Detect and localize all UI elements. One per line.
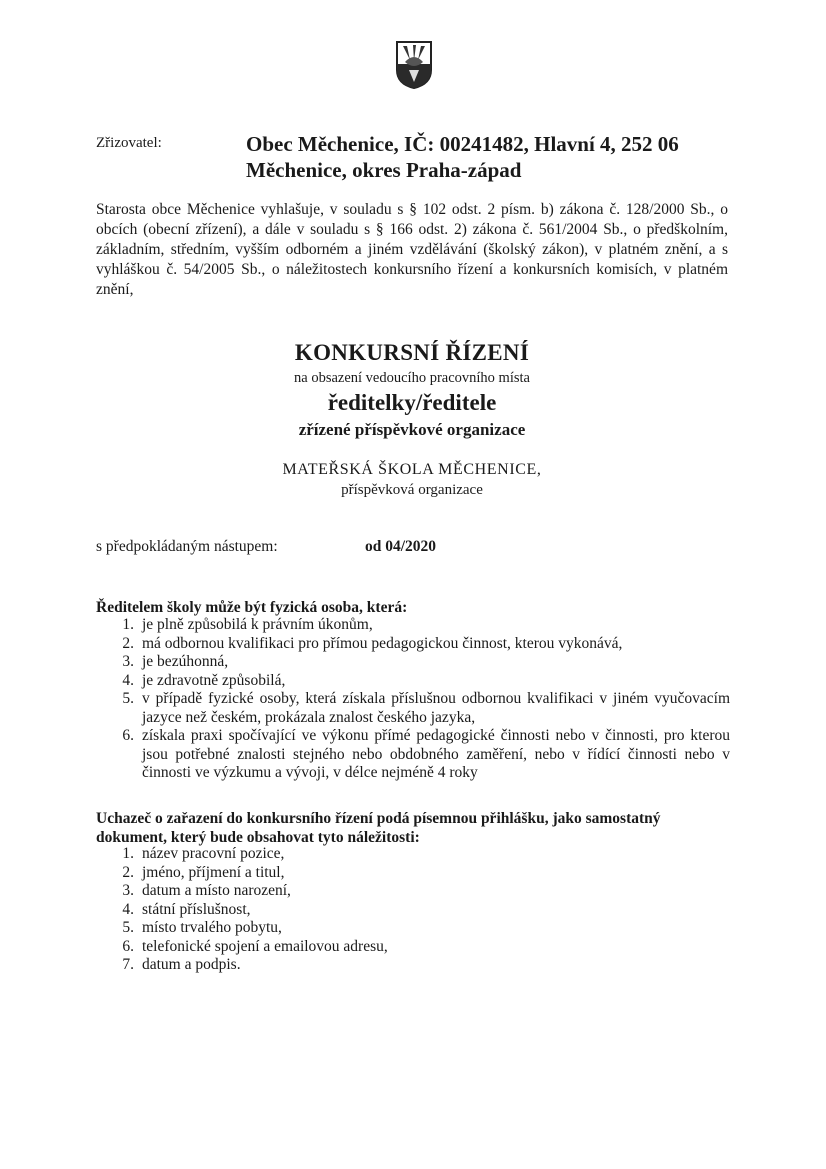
founder-name	[246, 131, 766, 183]
list-item	[110, 901, 730, 920]
list-number: 3.	[122, 653, 134, 670]
list-item	[110, 919, 730, 938]
list-number: 5.	[122, 919, 134, 936]
list-text: získala praxi spočívající ve výkonu přímé pedagogické činnosti nebo v činnosti, pro kterou jsou potřebné znalosti stejného nebo obdobného zaměření, nebo v řídící činnosti nebo v činnosti ve výzkumu a vývoji, v délce nejméně 4 roky	[142, 727, 730, 781]
list-number: 1.	[122, 845, 134, 862]
requirements-heading: Ředitelem školy může být fyzická osoba, která:	[96, 599, 408, 616]
list-item	[110, 653, 730, 672]
list-item	[110, 690, 730, 727]
list-number: 4.	[122, 900, 134, 918]
list-number: 6.	[122, 937, 134, 955]
list-text: telefonické spojení a emailovou adresu,	[142, 937, 388, 955]
list-text: je bezúhonná,	[142, 653, 229, 670]
list-number: 2.	[122, 863, 134, 881]
list-number: 1.	[122, 616, 134, 633]
list-number: 3.	[122, 882, 134, 899]
list-text: místo trvalého pobytu,	[142, 919, 282, 936]
title-subtitle: na obsazení vedoucího pracovního místa	[294, 370, 530, 386]
list-text: má odbornou kvalifikaci pro přímou pedagogickou činnost, kterou vykonává,	[142, 634, 623, 652]
list-item	[110, 672, 730, 691]
requirements-list	[110, 616, 730, 783]
school-subtitle: příspěvková organizace	[341, 482, 483, 498]
list-number: 6.	[122, 727, 134, 744]
list-number: 7.	[122, 956, 134, 973]
founder-line-2: Měchenice, okres Praha-západ	[246, 158, 522, 182]
start-date-value: od 04/2020	[365, 538, 437, 555]
list-text: je plně způsobilá k právním úkonům,	[142, 616, 373, 633]
list-text: státní příslušnost,	[142, 900, 251, 918]
founder-label: Zřizovatel:	[96, 135, 162, 151]
list-item	[110, 635, 730, 654]
position-title: ředitelky/ředitele	[327, 390, 497, 415]
list-text: název pracovní pozice,	[142, 845, 285, 862]
organization-type: zřízené příspěvkové organizace	[298, 420, 526, 439]
list-item	[110, 882, 730, 901]
document-title: KONKURSNÍ ŘÍZENÍ	[294, 340, 530, 365]
application-list	[110, 845, 730, 975]
list-text: datum a místo narození,	[142, 882, 291, 899]
list-text: je zdravotně způsobilá,	[142, 671, 286, 689]
school-name: MATEŘSKÁ ŠKOLA MĚCHENICE,	[282, 461, 542, 478]
list-text: datum a podpis.	[142, 956, 241, 973]
municipal-coat-of-arms-icon	[395, 40, 433, 90]
intro-paragraph: Starosta obce Měchenice vyhlašuje, v souladu s § 102 odst. 2 písm. b) zákona č. 128/2000 Sb., o obcích (obecní zřízení), a dále v souladu s § 166 odst. 2) zákona č. 561/2004 Sb., o předškolním, základním, středním, vyšším odborném a jiném vzdělávání (školský zákon), v platném znění, a s vyhláškou č. 54/2005 Sb., o náležitostech konkursního řízení a konkursních komisích, v platném znění,	[96, 201, 728, 298]
list-item	[110, 938, 730, 957]
list-item	[110, 727, 730, 783]
start-date-label: s předpokládaným nástupem:	[96, 538, 278, 555]
list-item	[110, 616, 730, 635]
list-item	[110, 845, 730, 864]
list-text: jméno, příjmení a titul,	[142, 863, 285, 881]
list-item	[110, 864, 730, 883]
list-number: 5.	[122, 690, 134, 707]
list-number: 2.	[122, 634, 134, 652]
list-number: 4.	[122, 671, 134, 689]
list-item	[110, 956, 730, 975]
application-heading: Uchazeč o zařazení do konkursního řízení podá písemnou přihlášku, jako samostatný dokument, který bude obsahovat tyto náležitosti:	[96, 810, 661, 846]
list-text: v případě fyzické osoby, která získala příslušnou odbornou kvalifikaci v jiném vyučovacím jazyce než českém, prokázala znalost českého jazyka,	[142, 690, 730, 726]
founder-line-1: Obec Měchenice, IČ: 00241482, Hlavní 4, 252 06	[246, 132, 679, 156]
